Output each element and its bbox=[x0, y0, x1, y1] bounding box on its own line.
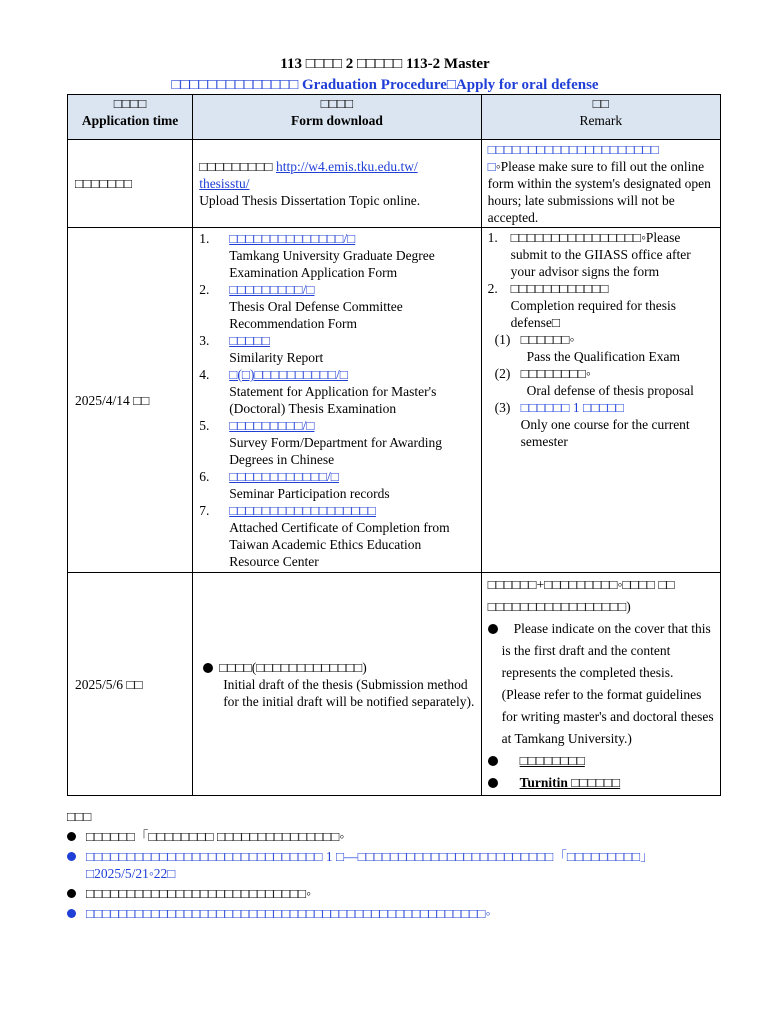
row1-remark: □□□□□□□□□□□□□□□□□□□□□ □◦Please make sure to fill out the online form within the system's designated open hours; late submissions will not be accepted. bbox=[481, 140, 720, 228]
form-item: 7. □□□□□□□□□□□□□□□□□□ Attached Certificate of Completion from Taiwan Academic Ethics Education Resource Center bbox=[199, 503, 450, 569]
note-item: □□□□□□□□□□□□□□□□□□□□□□□□□□□□□ 1 □—□□□□□□□□□□□□□□□□□□□□□□□□「□□□□□□□□□」 □2025/5/21◦22□ bbox=[67, 848, 747, 882]
remark-subitem: (1) □□□□□□◦ Pass the Qualification Exam bbox=[494, 332, 680, 364]
row2-time: 2025/4/14 □□ bbox=[68, 228, 193, 573]
row3-remark: □□□□□□+□□□□□□□□□◦□□□□ □□ □□□□□□□□□□□□□□□□□) Please indicate on the cover that this is the first draft and the content represents the completed thesis. (Please refer to the format guidelines for writing master's and doctoral theses at Tamkang University.) □□□□□□□□ Turnitin □□□□□□ bbox=[481, 573, 720, 796]
thesis-system-link[interactable]: http://w4.emis.tku.edu.tw/ bbox=[275, 159, 418, 174]
form-download-link[interactable]: □□□□□□□□□/□ bbox=[229, 282, 315, 297]
bullet-icon bbox=[67, 909, 76, 918]
table-row bbox=[68, 228, 721, 573]
form-download-link[interactable]: □□□□□□□□□□□□/□ bbox=[229, 469, 339, 484]
remark-bullet: Please indicate on the cover that this is the first draft and the content represents the completed thesis. (Please refer to the format guidelines for writing master's and doctoral theses at Tamkang University.) bbox=[488, 618, 714, 750]
row3-form bbox=[193, 573, 481, 796]
notes-title: □□□ bbox=[67, 809, 92, 824]
row2-remark bbox=[481, 228, 720, 573]
header-form-download: □□□□ Form download bbox=[193, 95, 481, 140]
bullet-icon bbox=[67, 832, 76, 841]
thesis-system-link-cont[interactable]: thesisstu/ bbox=[199, 176, 250, 191]
form-item: 4. □(□)□□□□□□□□□□/□ Statement for Application for Master's (Doctoral) Thesis Examination bbox=[199, 367, 437, 416]
row1-form-en: Upload Thesis Dissertation Topic online. bbox=[199, 193, 421, 208]
bullet-icon bbox=[67, 852, 76, 861]
row1-remark-en: ◦Please make sure to fill out the online form within the system's designated open hours; late submissions will not be accepted. bbox=[487, 159, 711, 225]
remark-subitem: (2) □□□□□□□□◦ Oral defense of thesis proposal bbox=[494, 366, 694, 398]
form-download-link[interactable]: □(□)□□□□□□□□□□/□ bbox=[229, 367, 348, 382]
row1-form-cn: □□□□□□□□□ bbox=[199, 159, 276, 174]
remark-bullet: Turnitin □□□□□□ bbox=[488, 772, 714, 794]
notes-section bbox=[67, 808, 747, 925]
note-item: □□□□□□□□□□□□□□□□□□□□□□□□□□□◦ bbox=[67, 885, 747, 902]
row1-form bbox=[193, 140, 481, 228]
note-item: □□□□□□□□□□□□□□□□□□□□□□□□□□□□□□□□□□□□□□□□□□□□□□□□□◦ bbox=[67, 905, 747, 922]
table-row bbox=[68, 140, 721, 228]
remark-subitem: (3) □□□□□□ 1 □□□□□ Only one course for the current semester bbox=[494, 400, 690, 449]
remark-list bbox=[488, 229, 714, 450]
bullet-icon bbox=[488, 624, 498, 634]
note-item: □□□□□□「□□□□□□□□ □□□□□□□□□□□□□□□◦ bbox=[67, 828, 747, 845]
bullet-icon bbox=[488, 778, 498, 788]
header-application-time: □□□□ Application time bbox=[68, 95, 193, 140]
form-item: 3. □□□□□ Similarity Report bbox=[199, 333, 324, 365]
page-title: 113 □□□□ 2 □□□□□ 113-2 Master bbox=[280, 56, 490, 72]
page-subtitle: □□□□□□□□□□□□□□ Graduation Procedure□Apply for oral defense bbox=[171, 77, 599, 93]
bullet-icon bbox=[203, 663, 213, 673]
row3-form-en: Initial draft of the thesis (Submission method for the initial draft will be notified separately). bbox=[223, 676, 475, 709]
remark-bullet: □□□□□□□□ bbox=[488, 750, 714, 772]
form-item: 6. □□□□□□□□□□□□/□ Seminar Participation records bbox=[199, 469, 390, 501]
bullet-icon bbox=[488, 756, 498, 766]
form-download-link[interactable]: □□□□□□□□□□□□□□/□ bbox=[229, 231, 356, 246]
header-remark: □□ Remark bbox=[481, 95, 720, 140]
row2-forms bbox=[193, 228, 481, 573]
form-download-link[interactable]: □□□□□ bbox=[229, 333, 270, 348]
remark-item: 2. □□□□□□□□□□□□ Completion required for thesis defense□ (1) □□□□□□◦ Pass the Qualification Exam (2) □□□□□□□□◦ Oral defense of thesis proposal (3) □□□□□□ 1 □□□□□ Only one course for the current semester bbox=[488, 280, 714, 450]
form-download-link[interactable]: □□□□□□□□□□□□□□□□□□ bbox=[229, 503, 376, 518]
table-row bbox=[68, 573, 721, 796]
form-item: 5. □□□□□□□□□/□ Survey Form/Department for Awarding Degrees in Chinese bbox=[199, 418, 443, 467]
row3-time: 2025/5/6 □□ bbox=[68, 573, 193, 796]
form-item: 2. □□□□□□□□□/□ Thesis Oral Defense Committee Recommendation Form bbox=[199, 282, 403, 331]
row1-remark-cn: □□□□□□□□□□□□□□□□□□□□□ bbox=[487, 142, 659, 157]
form-list bbox=[199, 230, 474, 570]
bullet-icon bbox=[67, 889, 76, 898]
table-header-row bbox=[68, 95, 721, 140]
remark-item: 1. □□□□□□□□□□□□□□□□◦Please submit to the GIIASS office after your advisor signs the form bbox=[487, 230, 691, 279]
form-item: 1. □□□□□□□□□□□□□□/□ Tamkang University Graduate Degree Examination Application Form bbox=[199, 231, 435, 280]
procedure-table bbox=[67, 94, 721, 796]
form-download-link[interactable]: □□□□□□□□□/□ bbox=[229, 418, 315, 433]
row1-time: □□□□□□□ bbox=[68, 140, 193, 228]
row3-form-cn: □□□□(□□□□□□□□□□□□□) bbox=[203, 659, 474, 676]
